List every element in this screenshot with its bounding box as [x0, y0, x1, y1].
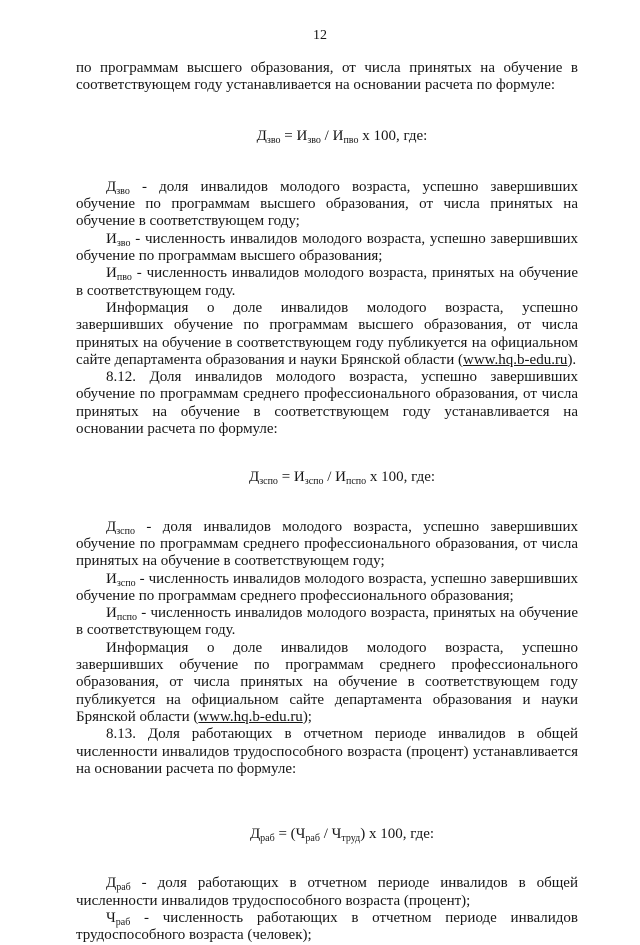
document-body — [76, 60, 578, 945]
definition-i-zvo: $И_{зво}$ - численность инвалидов молодого возраста, успешно завершивших обучение по программам высшего образования; — [76, 230, 578, 265]
definition-i-pvo: $И_{пво}$ - численность инвалидов молодого возраста, принятых на обучение в соответствующем году. — [76, 265, 578, 299]
paragraph-8-12: 8.12. Доля инвалидов молодого возраста, успешно завершивших обучение по программам среднего профессионального образования, от числа принятых на обучение в соответствующем году устанавливается на основании расчета по формуле: — [76, 369, 578, 438]
definition-d-zspo: $Д_{зспо}$ - доля инвалидов молодого возраста, успешно завершивших обучение по программам среднего профессионального образования, от числа принятых на обучение в соответствующем году; — [76, 518, 578, 570]
page-number: 12 — [313, 28, 327, 43]
paragraph-8-13: 8.13. Доля работающих в отчетном периоде инвалидов в общей численности инвалидов трудоспособного возраста (процент) устанавливается на основании расчета по формуле: — [76, 726, 578, 777]
website-link[interactable]: www.hq.b-edu.ru — [198, 708, 303, 725]
definition-d-rab: $Д_{раб}$ - доля работающих в отчетном периоде инвалидов в общей численности инвалидов трудоспособного возраста (процент); — [76, 875, 578, 909]
formula-higher-education: $Д_{зво} = И_{зво} / И_{пво}$ х 100, где: — [256, 127, 428, 146]
paragraph-intro: по программам высшего образования, от числа принятых на обучение в соответствующем году устанавливается на основании расчета по формуле: — [76, 60, 578, 94]
website-link[interactable]: www.hq.b-edu.ru — [463, 351, 568, 368]
definition-ch-rab: $Ч_{раб}$ - численность работающих в отчетном периоде инвалидов — [106, 909, 578, 928]
definition-i-zspo: $И_{зспо}$ - численность инвалидов молодого возраста, успешно завершивших обучение по программам среднего профессионального образования; — [76, 570, 578, 604]
formula-secondary-professional: $Д_{зспо} = И_{зспо} / И_{пспо}$ х 100, где: — [248, 469, 436, 488]
formula-employment: $Д_{раб} = (Ч_{раб} / Ч_{труд})$ х 100, где: — [249, 826, 435, 845]
definition-d-zvo: $Д_{зво}$ - доля инвалидов молодого возраста, успешно завершивших обучение по программам высшего образования, от числа принятых на обучение в соответствующем году; — [76, 178, 578, 230]
paragraph-info-secondary: Информация о доле инвалидов молодого возраста, успешно завершивших обучение по программам среднего профессионального образования, от числа принятых на обучение в соответствующем году публикуется на официальном сайте департамента образования и науки Брянской области (www.hq.b-edu.ru); — [76, 639, 578, 725]
definition-ch-rab-continued: трудоспособного возраста (человек); — [76, 927, 312, 944]
paragraph-info-higher: Информация о доле инвалидов молодого возраста, успешно завершивших обучение по программам высшего образования, от числа принятых на обучение в соответствующем году публикуется на официальном сайте департамента образования и науки Брянской области (www.hq.b-edu.ru). — [76, 299, 578, 368]
definition-i-pspo: $И_{пспо}$ - численность инвалидов молодого возраста, принятых на обучение в соответствующем году. — [76, 605, 578, 639]
